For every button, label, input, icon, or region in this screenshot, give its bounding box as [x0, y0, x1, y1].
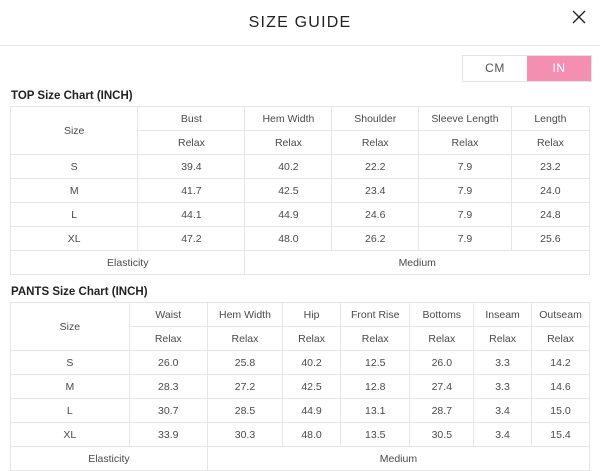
- cell-value: 28.7: [410, 399, 474, 423]
- fit-cell: Relax: [341, 327, 410, 351]
- unit-toggle: [462, 55, 592, 82]
- cell-value: 41.7: [138, 179, 245, 203]
- cell-value: 22.2: [332, 155, 419, 179]
- fit-cell: Relax: [332, 131, 419, 155]
- cell-value: 7.9: [419, 179, 512, 203]
- page-title: SIZE GUIDE: [248, 13, 352, 31]
- row-size-label: M: [11, 179, 138, 203]
- measure-header-hem-width: Hem Width: [245, 107, 332, 131]
- cell-value: 44.9: [283, 399, 341, 423]
- cell-value: 28.3: [129, 375, 207, 399]
- measure-header-waist: Waist: [129, 303, 207, 327]
- top-size-title: TOP Size Chart (INCH): [11, 90, 133, 102]
- row-size-label: XL: [11, 227, 138, 251]
- table-row: [11, 423, 590, 447]
- cell-value: 7.9: [419, 155, 512, 179]
- row-size-label: L: [11, 203, 138, 227]
- elasticity-value: Medium: [245, 251, 590, 275]
- cell-value: 48.0: [283, 423, 341, 447]
- cell-value: 14.6: [532, 375, 590, 399]
- cell-value: 27.2: [207, 375, 282, 399]
- unit-option-cm[interactable]: CM: [463, 56, 527, 81]
- cell-value: 40.2: [283, 351, 341, 375]
- cell-value: 48.0: [245, 227, 332, 251]
- cell-value: 25.8: [207, 351, 282, 375]
- cell-value: 3.4: [474, 399, 532, 423]
- elasticity-label: Elasticity: [11, 447, 208, 471]
- fit-cell: Relax: [419, 131, 512, 155]
- cell-value: 15.0: [532, 399, 590, 423]
- elasticity-label: Elasticity: [11, 251, 245, 275]
- cell-value: 44.9: [245, 203, 332, 227]
- size-header-cell: Size: [11, 107, 138, 155]
- unit-option-in[interactable]: IN: [527, 56, 591, 81]
- measure-header-outseam: Outseam: [532, 303, 590, 327]
- elasticity-value: Medium: [207, 447, 589, 471]
- cell-value: 33.9: [129, 423, 207, 447]
- table-row: [11, 351, 590, 375]
- unit-toggle-row: [0, 46, 600, 90]
- cell-value: 24.8: [511, 203, 589, 227]
- cell-value: 13.5: [341, 423, 410, 447]
- cell-value: 30.5: [410, 423, 474, 447]
- table-row: [11, 203, 590, 227]
- table-row: [11, 399, 590, 423]
- table-row: [11, 179, 590, 203]
- cell-value: 30.3: [207, 423, 282, 447]
- cell-value: 42.5: [245, 179, 332, 203]
- fit-cell: Relax: [474, 327, 532, 351]
- cell-value: 39.4: [138, 155, 245, 179]
- close-icon[interactable]: [568, 6, 590, 28]
- cell-value: 24.0: [511, 179, 589, 203]
- row-size-label: XL: [11, 423, 130, 447]
- measure-header-hem-width: Hem Width: [207, 303, 282, 327]
- cell-value: 24.6: [332, 203, 419, 227]
- cell-value: 23.4: [332, 179, 419, 203]
- top-size-table: [10, 106, 590, 275]
- cell-value: 42.5: [283, 375, 341, 399]
- table-footer-row: [11, 447, 590, 471]
- cell-value: 26.0: [410, 351, 474, 375]
- fit-cell: Relax: [245, 131, 332, 155]
- cell-value: 15.4: [532, 423, 590, 447]
- table-row: [11, 227, 590, 251]
- cell-value: 7.9: [419, 203, 512, 227]
- measure-header-shoulder: Shoulder: [332, 107, 419, 131]
- cell-value: 14.2: [532, 351, 590, 375]
- fit-cell: Relax: [410, 327, 474, 351]
- table-row: [11, 107, 590, 131]
- row-size-label: S: [11, 155, 138, 179]
- cell-value: 7.9: [419, 227, 512, 251]
- pants-size-title: PANTS Size Chart (INCH): [11, 286, 148, 298]
- cell-value: 25.6: [511, 227, 589, 251]
- measure-header-inseam: Inseam: [474, 303, 532, 327]
- measure-header-front-rise: Front Rise: [341, 303, 410, 327]
- measure-header-bottoms: Bottoms: [410, 303, 474, 327]
- fit-cell: Relax: [138, 131, 245, 155]
- row-size-label: M: [11, 375, 130, 399]
- cell-value: 12.5: [341, 351, 410, 375]
- fit-cell: Relax: [532, 327, 590, 351]
- measure-header-hip: Hip: [283, 303, 341, 327]
- measure-header-sleeve-length: Sleeve Length: [419, 107, 512, 131]
- cell-value: 28.5: [207, 399, 282, 423]
- measure-header-length: Length: [511, 107, 589, 131]
- cell-value: 26.0: [129, 351, 207, 375]
- cell-value: 30.7: [129, 399, 207, 423]
- table-row: [11, 303, 590, 327]
- cell-value: 40.2: [245, 155, 332, 179]
- cell-value: 3.3: [474, 351, 532, 375]
- cell-value: 47.2: [138, 227, 245, 251]
- cell-value: 44.1: [138, 203, 245, 227]
- modal-header: [0, 0, 600, 46]
- measure-header-bust: Bust: [138, 107, 245, 131]
- table-row: [11, 375, 590, 399]
- pants-size-table: [10, 302, 590, 471]
- cell-value: 27.4: [410, 375, 474, 399]
- cell-value: 23.2: [511, 155, 589, 179]
- cell-value: 26.2: [332, 227, 419, 251]
- fit-cell: Relax: [207, 327, 282, 351]
- row-size-label: L: [11, 399, 130, 423]
- cell-value: 3.4: [474, 423, 532, 447]
- row-size-label: S: [11, 351, 130, 375]
- top-size-section: [0, 90, 600, 275]
- fit-cell: Relax: [129, 327, 207, 351]
- cell-value: 13.1: [341, 399, 410, 423]
- size-header-cell: Size: [11, 303, 130, 351]
- cell-value: 3.3: [474, 375, 532, 399]
- table-footer-row: [11, 251, 590, 275]
- fit-cell: Relax: [283, 327, 341, 351]
- table-row: [11, 155, 590, 179]
- cell-value: 12.8: [341, 375, 410, 399]
- fit-cell: Relax: [511, 131, 589, 155]
- pants-size-section: [0, 286, 600, 471]
